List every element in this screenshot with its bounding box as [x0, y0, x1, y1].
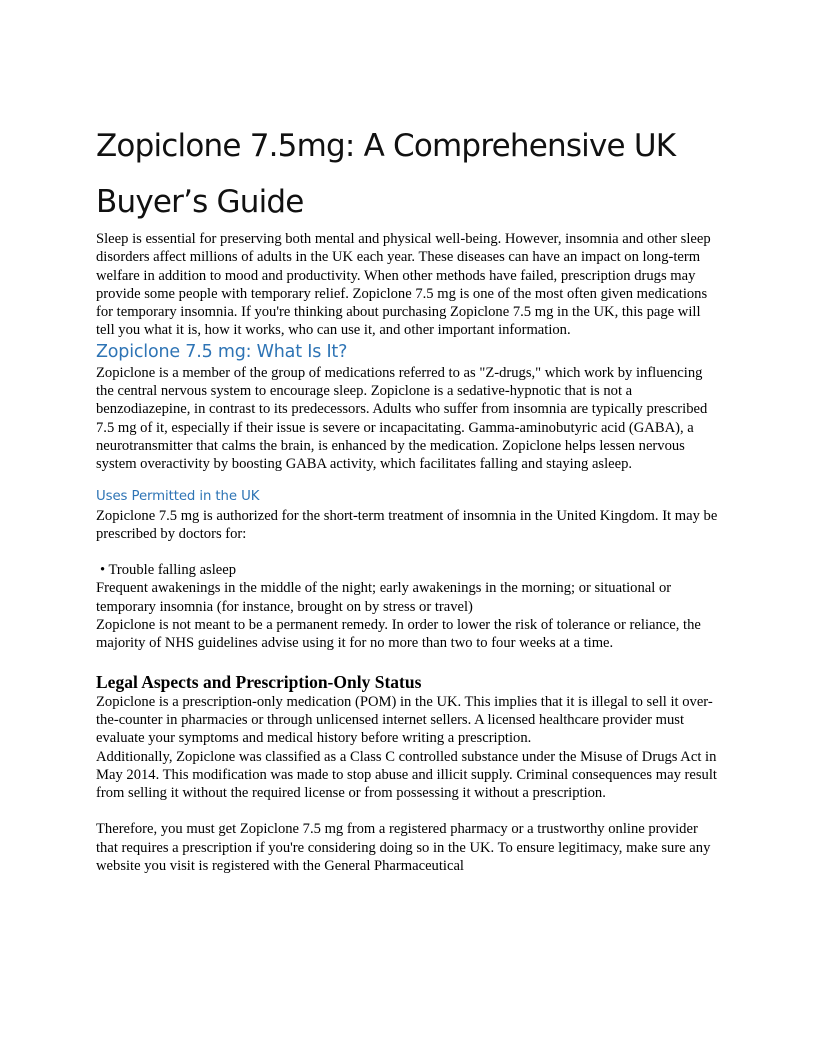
page-title: Zopiclone 7.5mg: A Comprehensive UK Buyer’s Guide [96, 128, 676, 220]
section-heading-legal: Legal Aspects and Prescription-Only Status [96, 671, 422, 692]
intro-paragraph: Sleep is essential for preserving both mental and physical well-being. However, insomnia and other sleep disorders affect millions of adults in the UK each year. These diseases can have an impact on long-term welfare in addition to mood and productivity. When other methods have failed, prescription drugs may provide some people with temporary relief. Zopiclone 7.5 mg is one of the most often given medications for temporary insomnia. If you're thinking about purchasing Zopiclone 7.5 mg in the UK, this page will tell you what it is, how it works, who can use it, and other important information. [96, 231, 711, 339]
document-page [96, 118, 720, 875]
uses-note-paragraph: Zopiclone is not meant to be a permanent remedy. In order to lower the risk of tolerance or reliance, the majority of NHS guidelines advise using it for no more than two to four weeks at a time. [96, 617, 701, 652]
section-heading-what-is-it: Zopiclone 7.5 mg: What Is It? [96, 341, 348, 362]
what-is-it-paragraph: Zopiclone is a member of the group of medications referred to as "Z-drugs," which work by influencing the central nervous system to encourage sleep. Zopiclone is a sedative-hypnotic that is not a benzodiazepine, in contrast to its predecessors. Adults who suffer from insomnia are typically prescribed 7.5 mg of it, especially if their issue is severe or incapacitating. Gamma-aminobutyric acid (GABA), a neurotransmitter that calms the brain, is enhanced by the medication. Zopiclone helps lessen nervous system overactivity by boosting GABA activity, which facilitates falling and staying asleep. [96, 364, 708, 473]
section-heading-uses: Uses Permitted in the UK [96, 488, 260, 504]
uses-intro-paragraph: Zopiclone 7.5 mg is authorized for the short-term treatment of insomnia in the United Kingdom. It may be prescribed by doctors for: [96, 507, 718, 542]
legal-paragraph-3: Therefore, you must get Zopiclone 7.5 mg from a registered pharmacy or a trustworthy online provider that requires a prescription if you're considering doing so in the UK. To ensure legitimacy, make sure any website you visit is registered with the General Pharmaceutical [96, 821, 711, 875]
uses-list-paragraph: Frequent awakenings in the middle of the night; early awakenings in the morning; or situational or temporary insomnia (for instance, brought on by stress or travel) [96, 580, 672, 615]
list-item-trouble-falling-asleep: • Trouble falling asleep [100, 562, 237, 579]
legal-paragraph-1: Zopiclone is a prescription-only medication (POM) in the UK. This implies that it is illegal to sell it over-the-counter in pharmacies or through unlicensed internet sellers. A licensed healthcare provider must evaluate your symptoms and medical history before writing a prescription. [96, 693, 713, 747]
legal-paragraph-2: Additionally, Zopiclone was classified as a Class C controlled substance under the Misuse of Drugs Act in May 2014. This modification was made to stop abuse and illicit supply. Criminal consequences may result from selling it without the required license or from possessing it without a prescription. [96, 748, 717, 802]
